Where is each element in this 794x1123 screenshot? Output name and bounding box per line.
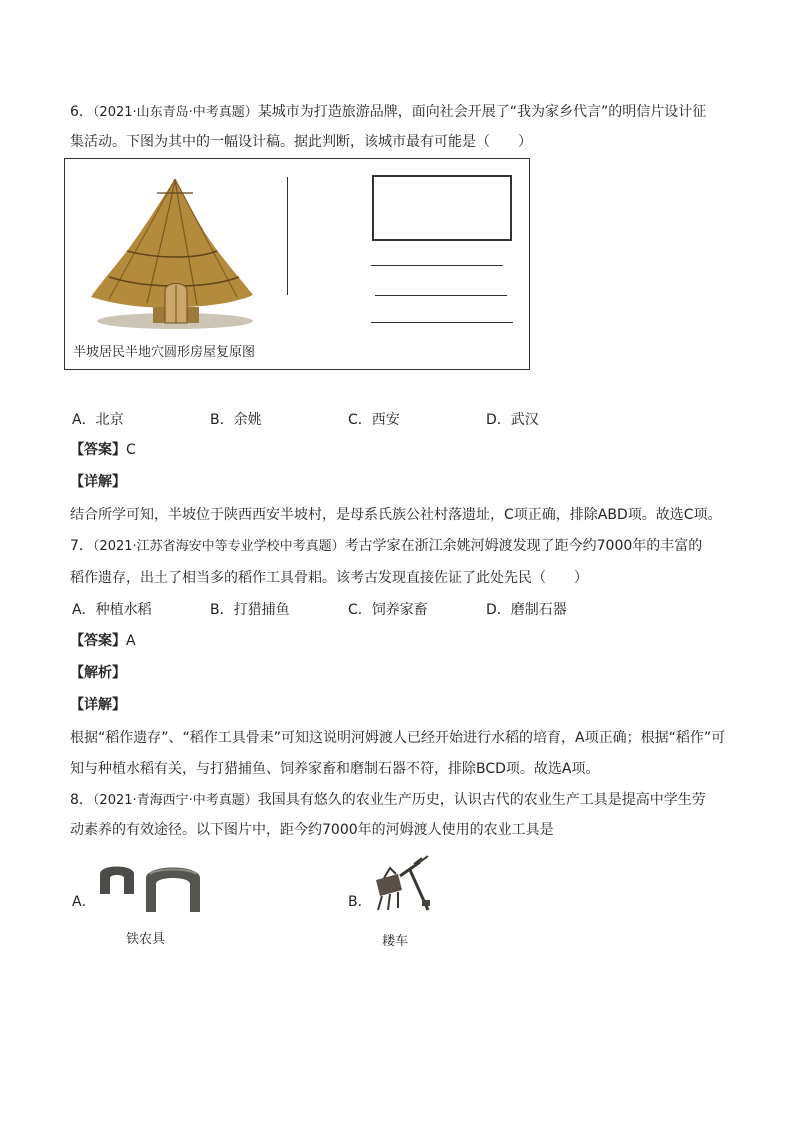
q7-number: 7． — [70, 538, 93, 554]
postcard-divider — [287, 177, 288, 295]
q8-stem-line1 — [70, 790, 706, 811]
q6-number: 6． — [70, 104, 93, 120]
q6-option-b: B．余姚 — [210, 412, 262, 428]
q8-source: （2021·青海西宁·中考真题） — [92, 793, 258, 808]
q6-stem-text1: 某城市为打造旅游品牌，面向社会开展了“我为家乡代言”的明信片设计征 — [257, 104, 707, 120]
seed-drill-image — [370, 854, 434, 914]
q6-source: （2021·山东青岛·中考真题） — [92, 105, 258, 120]
q7-detail-line1: 根据“稻作遗存”、“稻作工具骨耒”可知这说明河姆渡人已经开始进行水稻的培育，A项正确；根据“稻作”可 — [70, 730, 726, 746]
q7-answer-value: A — [126, 633, 136, 649]
address-line-3 — [371, 322, 513, 323]
q7-option-a: A．种植水稻 — [72, 602, 152, 618]
postcard-caption: 半坡居民半地穴圆形房屋复原图 — [73, 345, 256, 360]
q6-answer-label: 【答案】 — [70, 442, 126, 458]
q6-detail: 结合所学可知，半坡位于陕西西安半坡村，是母系氏族公社村落遗址，C项正确，排除ABD项。故选C项。 — [70, 507, 722, 523]
q7-option-c: C．饲养家畜 — [348, 602, 428, 618]
q7-stem-line1 — [70, 536, 702, 557]
q8-stem-line2: 动素养的有效途径。以下图片中，距今约7000年的河姆渡人使用的农业工具是 — [70, 822, 554, 838]
q7-stem-line2: 稻作遗存，出土了相当多的稻作工具骨耜。该考古发现直接佐证了此处先民（ ） — [70, 570, 588, 586]
q8-option-a-letter: A． — [72, 894, 96, 910]
stamp-box — [372, 175, 512, 241]
q6-stem-line2: 集活动。下图为其中的一幅设计稿。据此判断，该城市最有可能是（ ） — [70, 134, 532, 150]
q6-option-d: D．武汉 — [486, 412, 539, 428]
q7-detail-line2: 知与种植水稻有关，与打猎捕鱼、饲养家畜和磨制石器不符，排除BCD项。故选A项。 — [70, 761, 600, 777]
q7-option-b: B．打猎捕鱼 — [210, 602, 290, 618]
address-line-2 — [375, 295, 507, 296]
option-a-caption: 铁农具 — [126, 932, 166, 947]
q7-analysis-label: 【解析】 — [70, 665, 126, 681]
q7-stem-text1: 考古学家在浙江余姚河姆渡发现了距今约7000年的丰富的 — [344, 538, 703, 554]
iron-tools-image — [96, 860, 208, 916]
q7-source: （2021·江苏省海安中等专业学校中考真题） — [92, 539, 345, 554]
option-b-caption: 耧车 — [382, 934, 409, 949]
q6-answer — [70, 440, 136, 460]
q6-stem-line1 — [70, 102, 706, 123]
q7-answer-label: 【答案】 — [70, 633, 126, 649]
q6-option-a: A．北京 — [72, 412, 124, 428]
q6-answer-value: C — [126, 442, 136, 458]
q6-option-c: C．西安 — [348, 412, 400, 428]
q7-option-d: D．磨制石器 — [486, 602, 567, 618]
q6-detail-label: 【详解】 — [70, 474, 126, 490]
postcard-figure — [64, 158, 530, 370]
q7-detail-label: 【详解】 — [70, 697, 126, 713]
q8-number: 8． — [70, 792, 93, 808]
address-line-1 — [371, 265, 503, 266]
hut-illustration — [87, 173, 257, 335]
q7-answer — [70, 631, 136, 651]
q8-stem-text1: 我国具有悠久的农业生产历史，认识古代的农业生产工具是提高中学生劳 — [257, 792, 706, 808]
q8-option-b-letter: B． — [348, 894, 372, 910]
